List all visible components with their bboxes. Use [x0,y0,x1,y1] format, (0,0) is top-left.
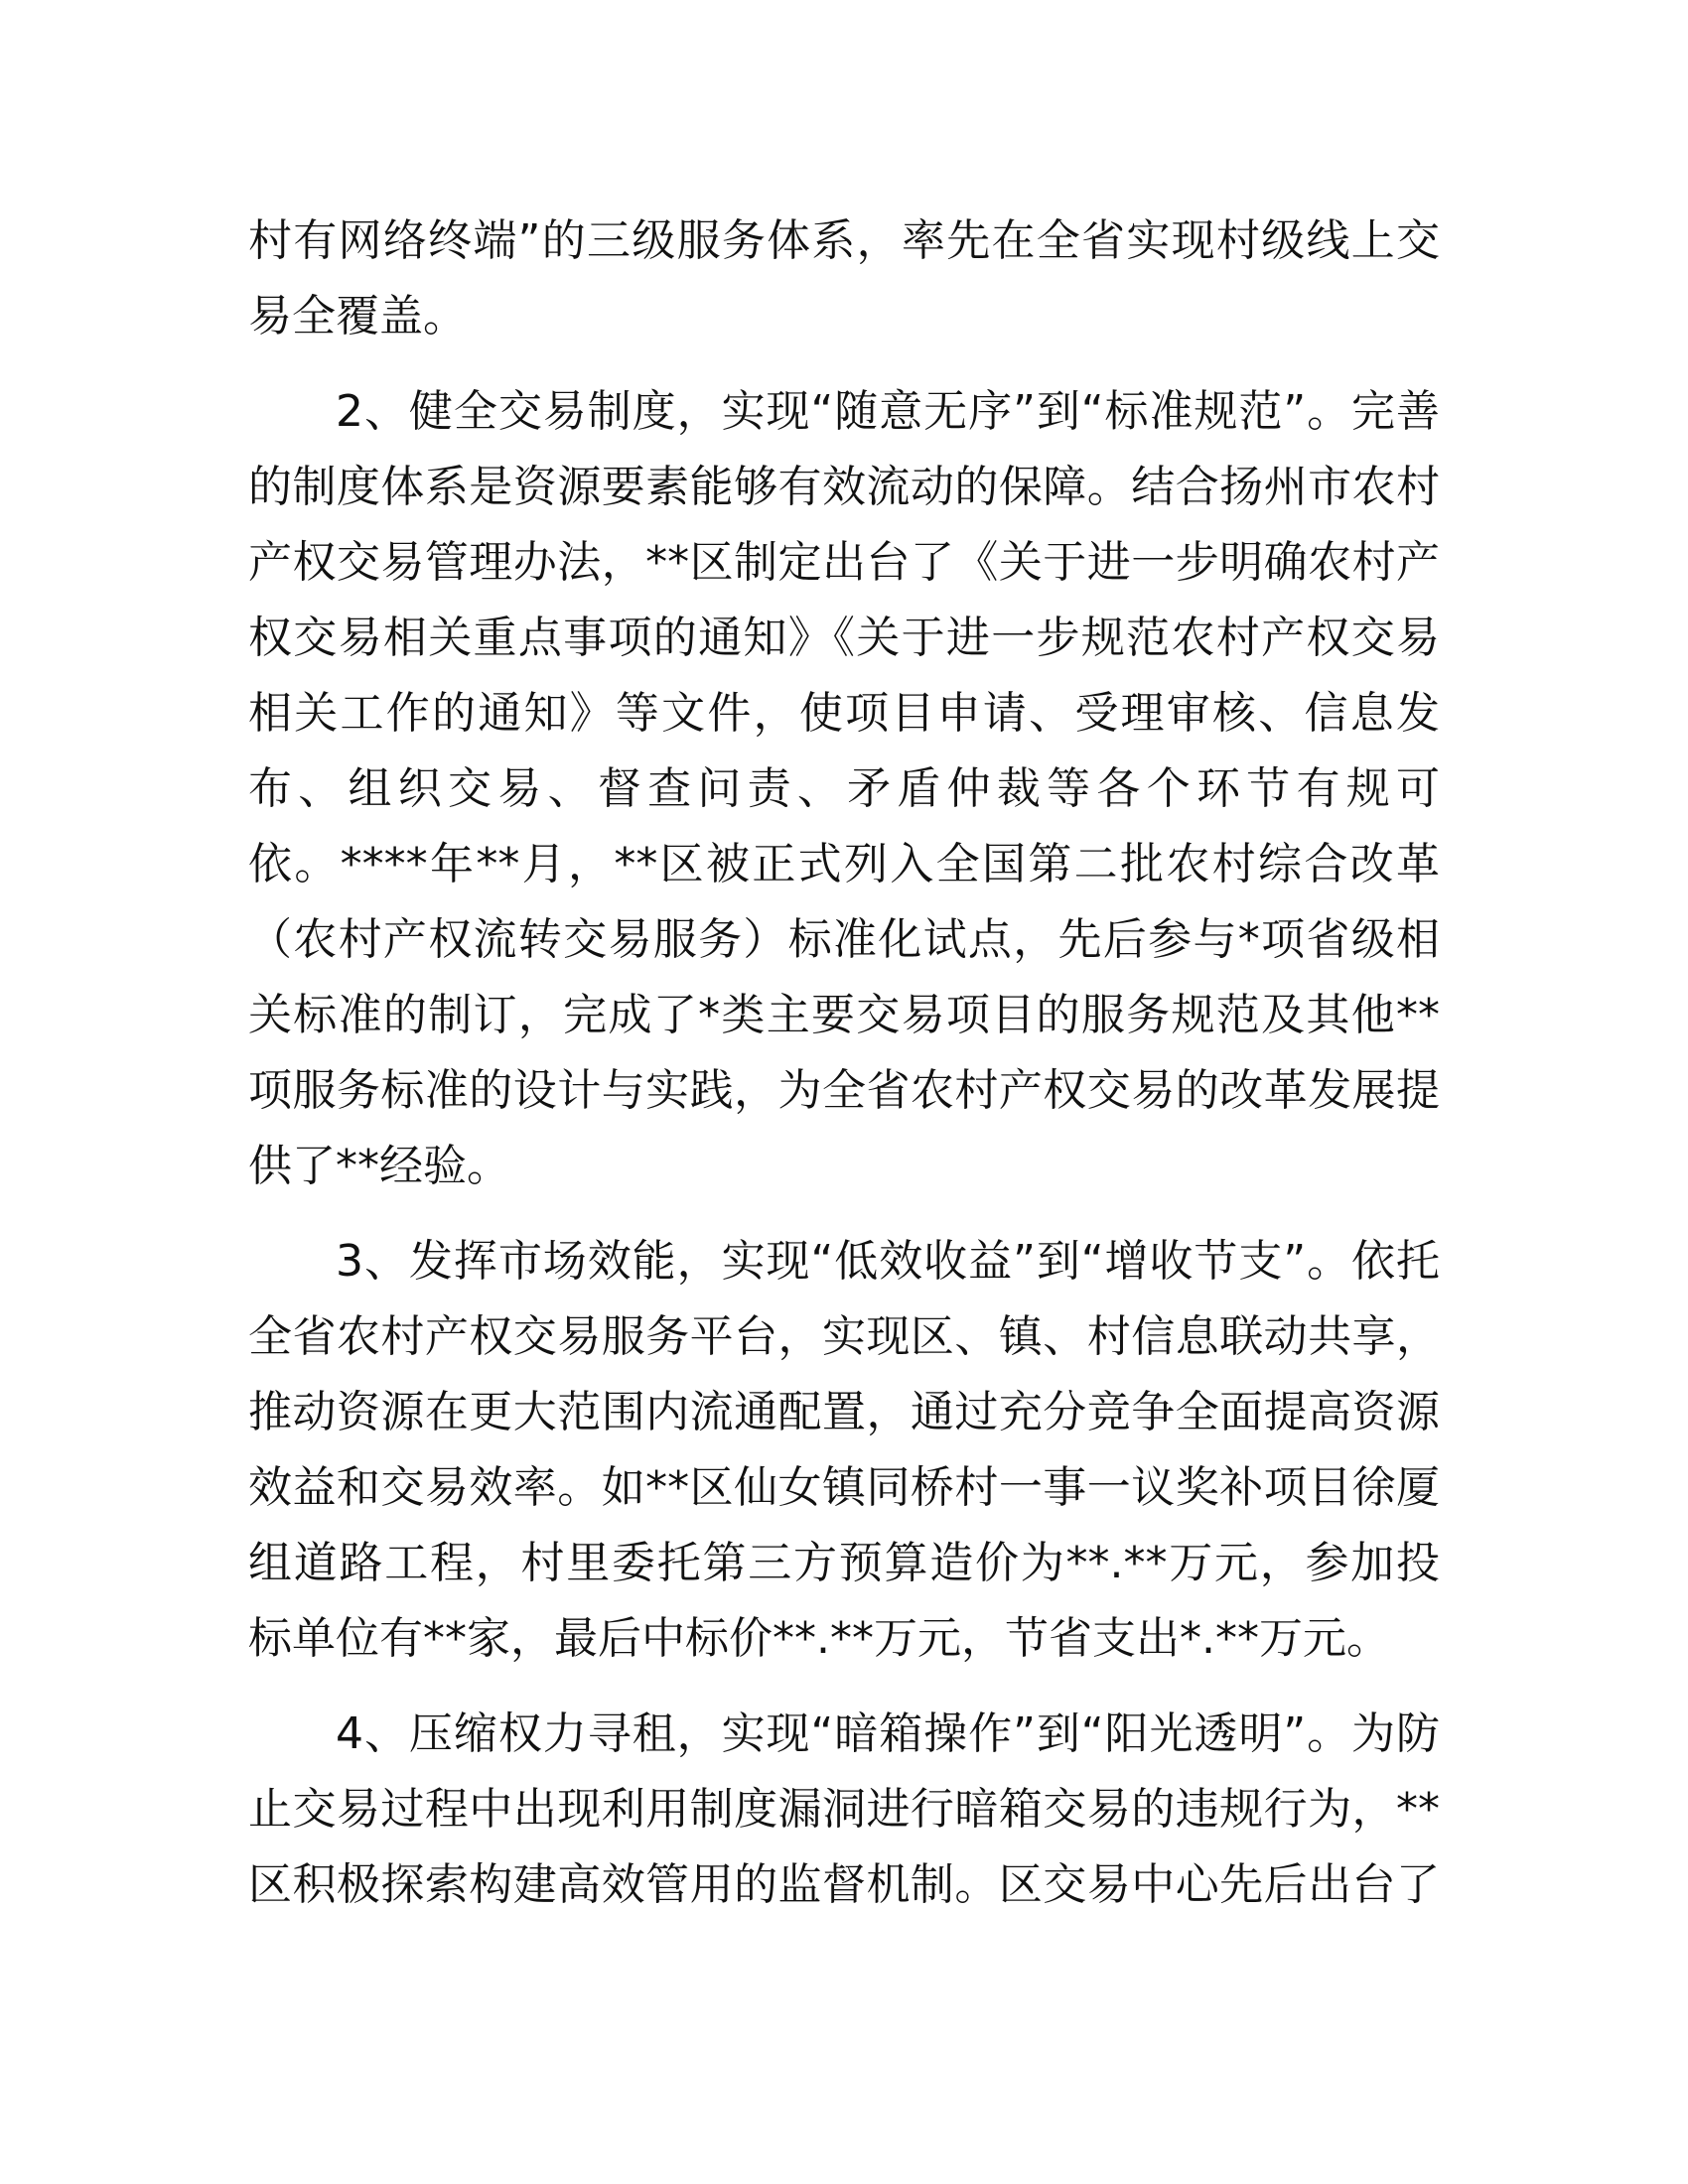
text-line: 易全覆盖。 [248,291,467,341]
text-line: 依。****年**月，**区被正式列入全国第二批农村综合改革 [248,839,1440,889]
text-line: 止交易过程中出现利用制度漏洞进行暗箱交易的违规行为，** [248,1784,1440,1835]
text-line: 布、组织交易、督查问责、矛盾仲裁等各个环节有规可 [248,763,1440,814]
text-line: 产权交易管理办法，**区制定出台了《关于进一步明确农村产 [248,537,1440,588]
text-line: 权交易相关重点事项的通知》《关于进一步规范农村产权交易 [248,613,1440,663]
paragraph-1 [248,204,1440,354]
paragraph-3 [248,1224,1440,1677]
text-line: 组道路工程，村里委托第三方预算造价为**.**万元，参加投 [248,1538,1440,1588]
text-line: 4、压缩权力寻租，实现“暗箱操作”到“阳光透明”。为防 [336,1708,1440,1759]
paragraph-4 [248,1697,1440,1923]
text-line: 的制度体系是资源要素能够有效流动的保障。结合扬州市农村 [248,462,1440,512]
text-line: 村有网络终端”的三级服务体系，率先在全省实现村级线上交 [248,215,1440,266]
paragraph-2 [248,374,1440,1204]
text-line: 2、健全交易制度，实现“随意无序”到“标准规范”。完善 [336,386,1440,437]
text-line: 关标准的制订，完成了*类主要交易项目的服务规范及其他** [248,990,1440,1040]
text-line: 区积极探索构建高效管用的监督机制。区交易中心先后出台了 [248,1859,1440,1910]
text-line: 项服务标准的设计与实践，为全省农村产权交易的改革发展提 [248,1065,1440,1116]
document-body [248,204,1440,1923]
text-line: （农村产权流转交易服务）标准化试点，先后参与*项省级相 [248,914,1440,965]
text-line: 标单位有**家，最后中标价**.**万元，节省支出*.**万元。 [248,1613,1390,1664]
text-line: 效益和交易效率。如**区仙女镇同桥村一事一议奖补项目徐厦 [248,1462,1440,1513]
text-line: 3、发挥市场效能，实现“低效收益”到“增收节支”。依托 [336,1236,1440,1287]
text-line: 推动资源在更大范围内流通配置，通过充分竞争全面提高资源 [248,1387,1440,1437]
text-line: 全省农村产权交易服务平台，实现区、镇、村信息联动共享， [248,1311,1440,1362]
text-line: 相关工作的通知》等文件，使项目申请、受理审核、信息发 [248,688,1440,739]
text-line: 供了**经验。 [248,1141,510,1191]
